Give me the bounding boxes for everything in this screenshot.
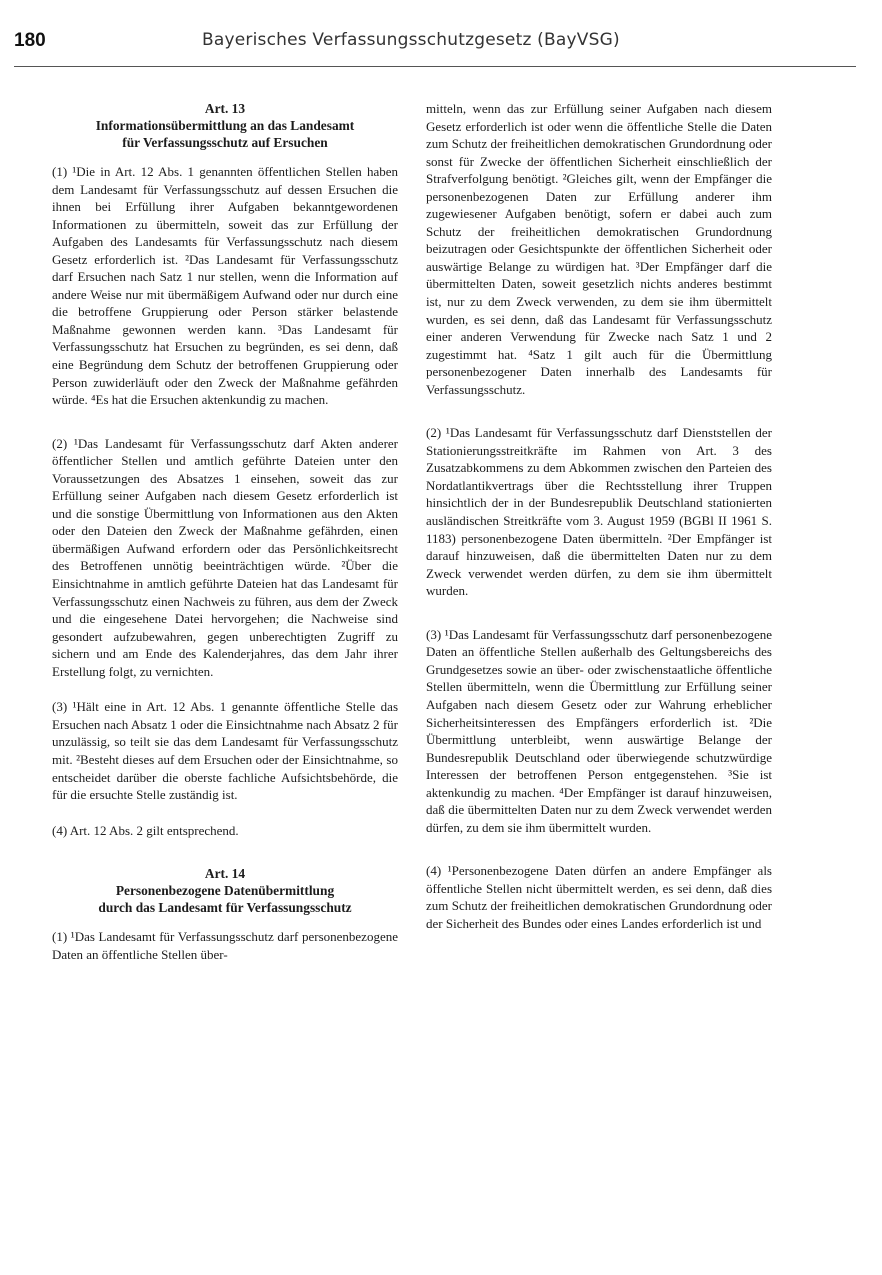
left-column [52,100,398,963]
right-column [426,100,772,933]
paragraph: (4) ¹Personenbezogene Daten dürfen an andere Empfänger als öffentliche Stellen nicht übermittelt werden, es sei denn, daß dies zum Schutz der freiheitlichen demokratischen Grundordnung oder der Sicherheit des Bundes oder eines Landes erforderlich ist und [426,863,772,931]
article-13-heading [52,100,398,151]
running-title: Bayerisches Verfassungsschutzgesetz (BayVSG) [202,30,620,50]
paragraph: (1) ¹Das Landesamt für Verfassungsschutz darf personenbezogene Daten an öffentliche Stellen über- [52,929,398,962]
page-header [14,26,856,67]
paragraph: (4) Art. 12 Abs. 2 gilt entsprechend. [52,822,239,838]
article-title-line: für Verfassungsschutz auf Ersuchen [122,135,328,150]
paragraph: (1) ¹Die in Art. 12 Abs. 1 genannten öffentlichen Stellen haben dem Landesamt für Verfassungsschutz auf dessen Ersuchen die ihnen bei Erfüllung ihrer Aufgaben bekanntgewordenen Informationen zu übermitteln, soweit das zur Erfüllung der Aufgaben des Landesamts für Verfassungsschutz nach diesem Gesetz erforderlich ist. ²Das Landesamt für Verfassungsschutz darf Ersuchen nach Satz 1 nur stellen, wenn die Information auf andere Weise nur mit übermäßigem Aufwand oder nur durch eine die betroffene Gruppierung oder Person stärker belastende Maßnahme gewonnen werden kann. ³Das Landesamt für Verfassungsschutz hat Ersuchen zu begründen, es sei denn, daß eine Begründung dem Schutz der betroffenen Gruppierung oder Person zuwiderläuft oder den Zweck der Maßnahme gefährden würde. ⁴Es hat die Ersuchen aktenkundig zu machen. [52,164,398,408]
paragraph: mitteln, wenn das zur Erfüllung seiner Aufgaben nach diesem Gesetz erforderlich ist oder wenn die öffentliche Stelle die Daten zum Schutz der freiheitlichen demokratischen Grundordnung oder sonst für Zwecke der öffentlichen Sicherheit einschließlich der Strafverfolgung benötigt. ²Gleiches gilt, wenn der Empfänger die personenbezogenen Daten zur Erfüllung anderer ihm zugewiesener Aufgaben benötigt, sofern er dabei auch zum Schutz der freiheitlichen demokratischen Grundordnung beizutragen oder Gesichtspunkte der öffentlichen Sicherheit oder auswärtige Belange zu würdigen hat. ³Der Empfänger darf die übermittelten Daten, soweit gesetzlich nichts anderes bestimmt ist, nur zu dem Zweck verwenden, zu dem sie ihm übermittelt wurden, es sei denn, daß das Landesamt für Verfassungsschutz einer anderen Verwendung für Zwecke nach Satz 1 und 2 zugestimmt hat. ⁴Satz 1 gilt auch für die Übermittlung personenbezogener Daten innerhalb des Landesamts für Verfassungsschutz. [426,101,772,397]
page-number: 180 [14,30,46,51]
article-number: Art. 13 [204,101,246,116]
article-14-heading [52,865,398,916]
paragraph: (2) ¹Das Landesamt für Verfassungsschutz darf Akten anderer öffentlicher Stellen und amtlich geführte Dateien unter den Voraussetzungen des Absatzes 1 einsehen, soweit das zur Erfüllung seiner Aufgaben nach diesem Gesetz erforderlich ist und die sonstige Übermittlung von Informationen aus den Akten oder den Dateien den Zweck der Maßnahme gefährden, einen übermäßigen Aufwand erfordern oder das Persönlichkeitsrecht des Betroffenen unnötig beeinträchtigen würde. ²Über die Einsichtnahme in amtlich geführte Dateien hat das Landesamt für Verfassungsschutz einen Nachweis zu führen, aus dem der Zweck und die eingesehene Datei hervorgehen; die Nachweise sind gesondert aufzubewahren, gegen unberechtigten Zugriff zu sichern und am Ende des Kalenderjahres, das dem Jahr ihrer Erstellung folgt, zu vernichten. [52,435,398,679]
article-title-line: Informationsübermittlung an das Landesamt [95,118,355,133]
article-number: Art. 14 [204,866,246,882]
paragraph: (3) ¹Das Landesamt für Verfassungsschutz darf personenbezogene Daten an öffentliche Stellen außerhalb des Geltungsbereichs des Grundgesetzes sowie an über- oder zwischenstaatliche öffentliche Stellen übermitteln, wenn die Übermittlung zur Erfüllung seiner Aufgaben nach diesem Gesetz oder zur Wahrung erheblicher Sicherheitsinteressen des Empfängers erforderlich ist. ²Die Übermittlung unterbleibt, wenn auswärtige Belange der Bundesrepublik Deutschland oder überwiegende schutzwürdige Interessen der betroffenen Person entgegenstehen. ³Sie ist aktenkundig zu machen. ⁴Der Empfänger ist darauf hinzuweisen, daß die übermittelten Daten nur zu dem Zweck verwendet werden dürfen, zu dem sie ihm übermittelt wurden. [426,626,772,835]
article-title-line: Personenbezogene Datenübermittlung [115,883,335,899]
paragraph: (3) ¹Hält eine in Art. 12 Abs. 1 genannte öffentliche Stelle das Ersuchen nach Absatz 1 oder die Einsichtnahme nach Absatz 2 für unzulässig, so teilt sie das dem Landesamt für Verfassungsschutz mit. ²Besteht dieses auf dem Ersuchen oder der Einsichtnahme, so entscheidet darüber die oberste fachliche Aufsichtsbehörde, die für die ersuchte Stelle zuständig ist. [52,699,398,803]
paragraph: (2) ¹Das Landesamt für Verfassungsschutz darf Dienststellen der Stationierungsstreitkräfte im Rahmen von Art. 3 des Zusatzabkommens zu dem Abkommen zwischen den Parteien des Nordatlantikvertrags über die Rechtsstellung ihrer Truppen hinsichtlich der in der Bundesrepublik Deutschland stationierten ausländischen Streitkräfte vom 3. August 1959 (BGBl II 1961 S. 1183) personenbezogene Daten übermitteln. ²Der Empfänger ist darauf hinzuweisen, daß die übermittelten Daten nur zu dem Zweck verwendet werden dürfen, zu dem sie ihm übermittelt wurden. [426,425,772,599]
article-title-line: durch das Landesamt für Verfassungsschutz [98,900,352,916]
